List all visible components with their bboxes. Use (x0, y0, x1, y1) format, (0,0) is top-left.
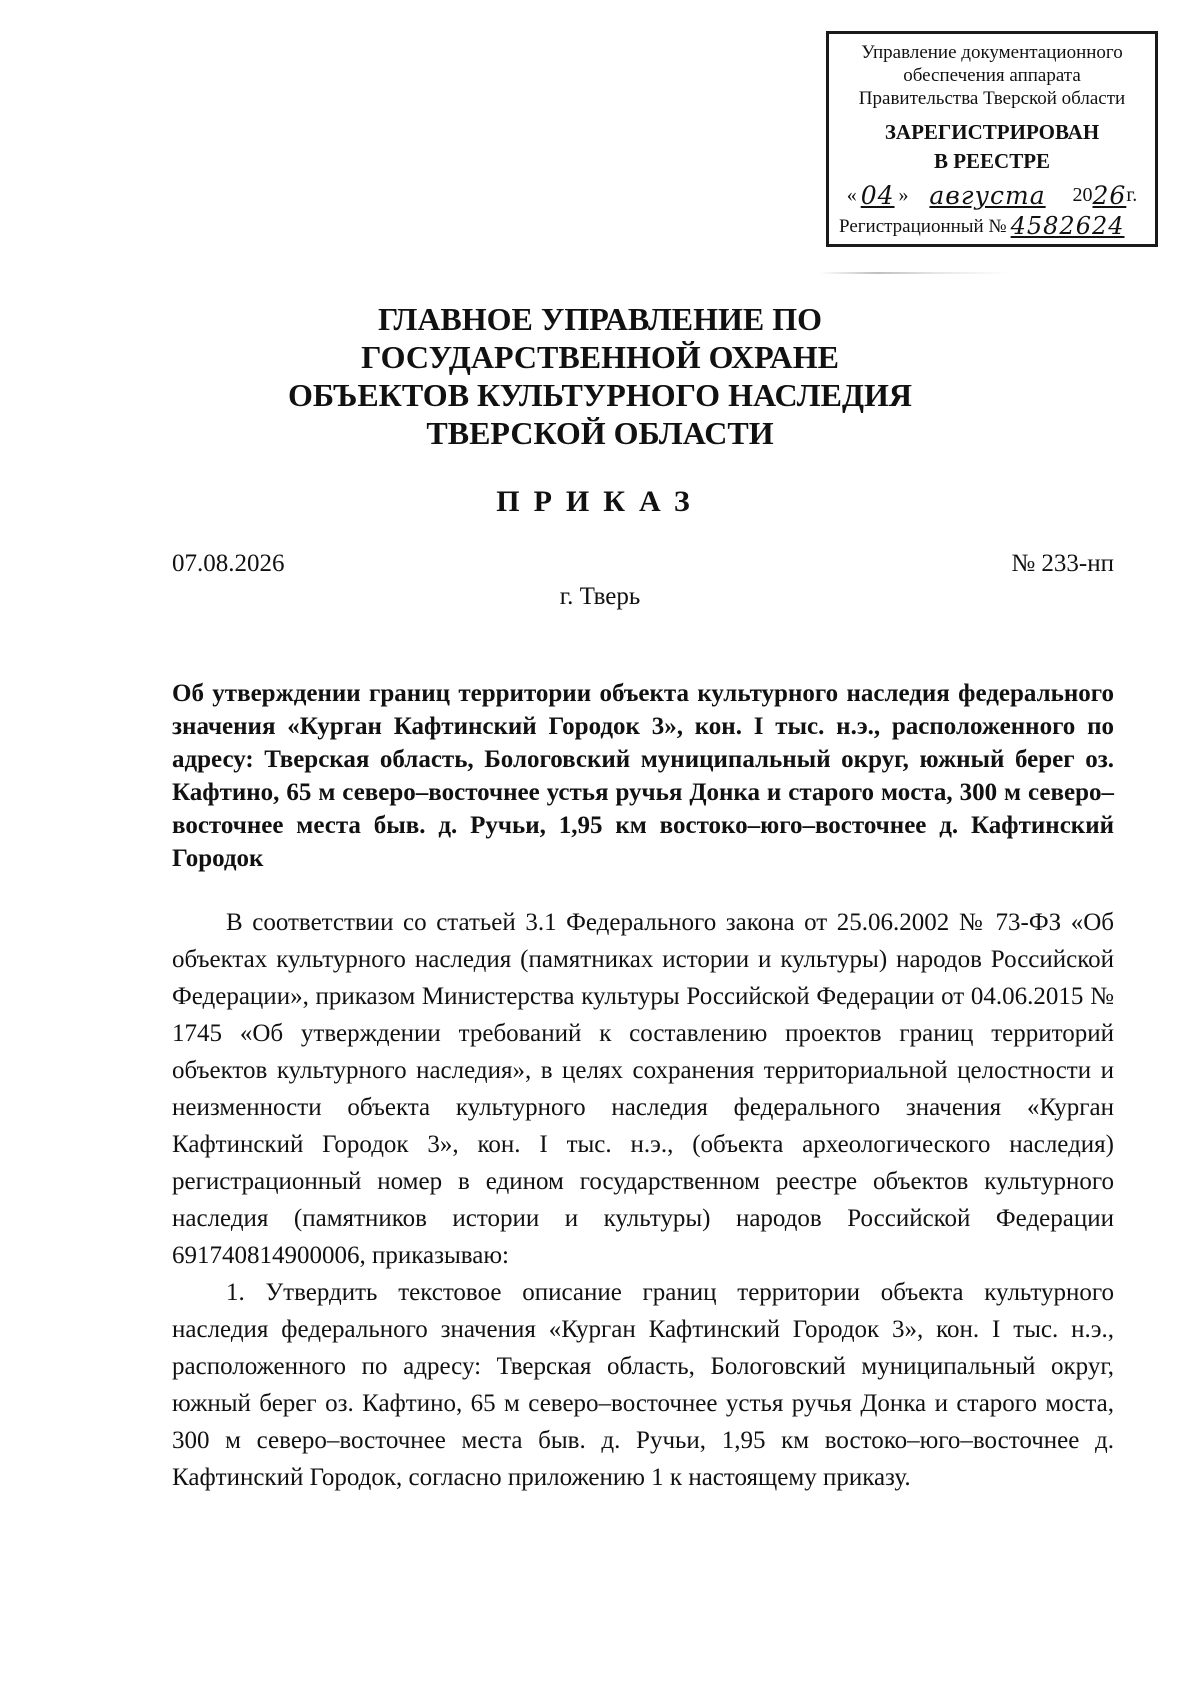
org-line-4: ТВЕРСКОЙ ОБЛАСТИ (426, 415, 774, 451)
stamp-date-month: августа (929, 181, 1046, 210)
stamp-date-year-suffix-g: г. (1126, 184, 1138, 206)
organization-name (0, 300, 1200, 452)
body-paragraph-2: 1. Утвердить текстовое описание границ территории объекта культурного наследия федерального значения «Курган Кафтинский Городок 3», кон. I тыс. н.э., расположенного по адресу: Тверская область, Бологовский муниципальный округ, южный берег оз. Кафтино, 65 м северо–восточнее устья ручья Донка и старого моста, 300 м северо–восточнее места быв. д. Ручьи, 1,95 км востоко–юго–восточнее д. Кафтинский Городок, согласно приложению 1 к настоящему приказу. (172, 1279, 1114, 1491)
scan-artifact (820, 272, 1010, 274)
stamp-date-year-suffix: 26 (1092, 181, 1127, 210)
stamp-date-day: 04 (860, 181, 895, 210)
stamp-line-3: Правительства Тверской области (858, 88, 1126, 109)
stamp-date (829, 181, 1155, 210)
stamp-date-open-quote: « (846, 184, 857, 206)
document-number: № 233-нп (1011, 550, 1114, 577)
stamp-registered-title (829, 118, 1155, 176)
document-type: ПРИКАЗ (496, 485, 704, 518)
stamp-date-close-quote: » (898, 184, 909, 206)
stamp-date-year-prefix: 20 (1072, 184, 1093, 206)
registration-stamp (826, 31, 1158, 247)
stamp-line-2: обеспечения аппарата (903, 65, 1081, 86)
stamp-reg-number: 4582624 (1010, 212, 1125, 240)
document-date: 07.08.2026 (172, 550, 285, 577)
stamp-registration-number (829, 212, 1155, 240)
org-line-1: ГЛАВНОЕ УПРАВЛЕНИЕ ПО (377, 301, 823, 337)
body-paragraph-1: В соответствии со статьей 3.1 Федерального закона от 25.06.2002 № 73-ФЗ «Об объектах культурного наследия (памятниках истории и культуры) народов Российской Федерации», приказом Министерства культуры Российской Федерации от 04.06.2015 № 1745 «Об утверждении требований к составлению проектов границ территорий объектов культурного наследия», в целях сохранения территориальной целостности и неизменности объекта культурного наследия федерального значения «Курган Кафтинский Городок 3», кон. I тыс. н.э., (объекта археологического наследия) регистрационный номер в едином государственном реестре объектов культурного наследия (памятников истории и культуры) народов Российской Федерации 691740814900006, приказываю: (172, 909, 1114, 1269)
stamp-registered-line-2: В РЕЕСТРЕ (933, 149, 1051, 173)
stamp-line-1: Управление документационного (861, 42, 1123, 63)
document-body (172, 904, 1114, 1496)
document-city: г. Тверь (559, 583, 641, 610)
org-line-2: ГОСУДАРСТВЕННОЙ ОХРАНЕ (361, 339, 839, 375)
document-subject: Об утверждении границ территории объекта культурного наследия федерального значения «Курган Кафтинский Городок 3», кон. I тыс. н.э., расположенного по адресу: Тверская область, Бологовский муниципальный округ, южный берег оз. Кафтино, 65 м северо–восточнее устья ручья Донка и старого моста, 300 м северо–восточнее места быв. д. Ручьи, 1,95 км востоко–юго–восточнее д. Кафтинский Городок (172, 680, 1114, 872)
org-line-3: ОБЪЕКТОВ КУЛЬТУРНОГО НАСЛЕДИЯ (288, 377, 912, 413)
stamp-registered-line-1: ЗАРЕГИСТРИРОВАН (884, 120, 1100, 144)
stamp-reg-label: Регистрационный № (839, 216, 1007, 237)
